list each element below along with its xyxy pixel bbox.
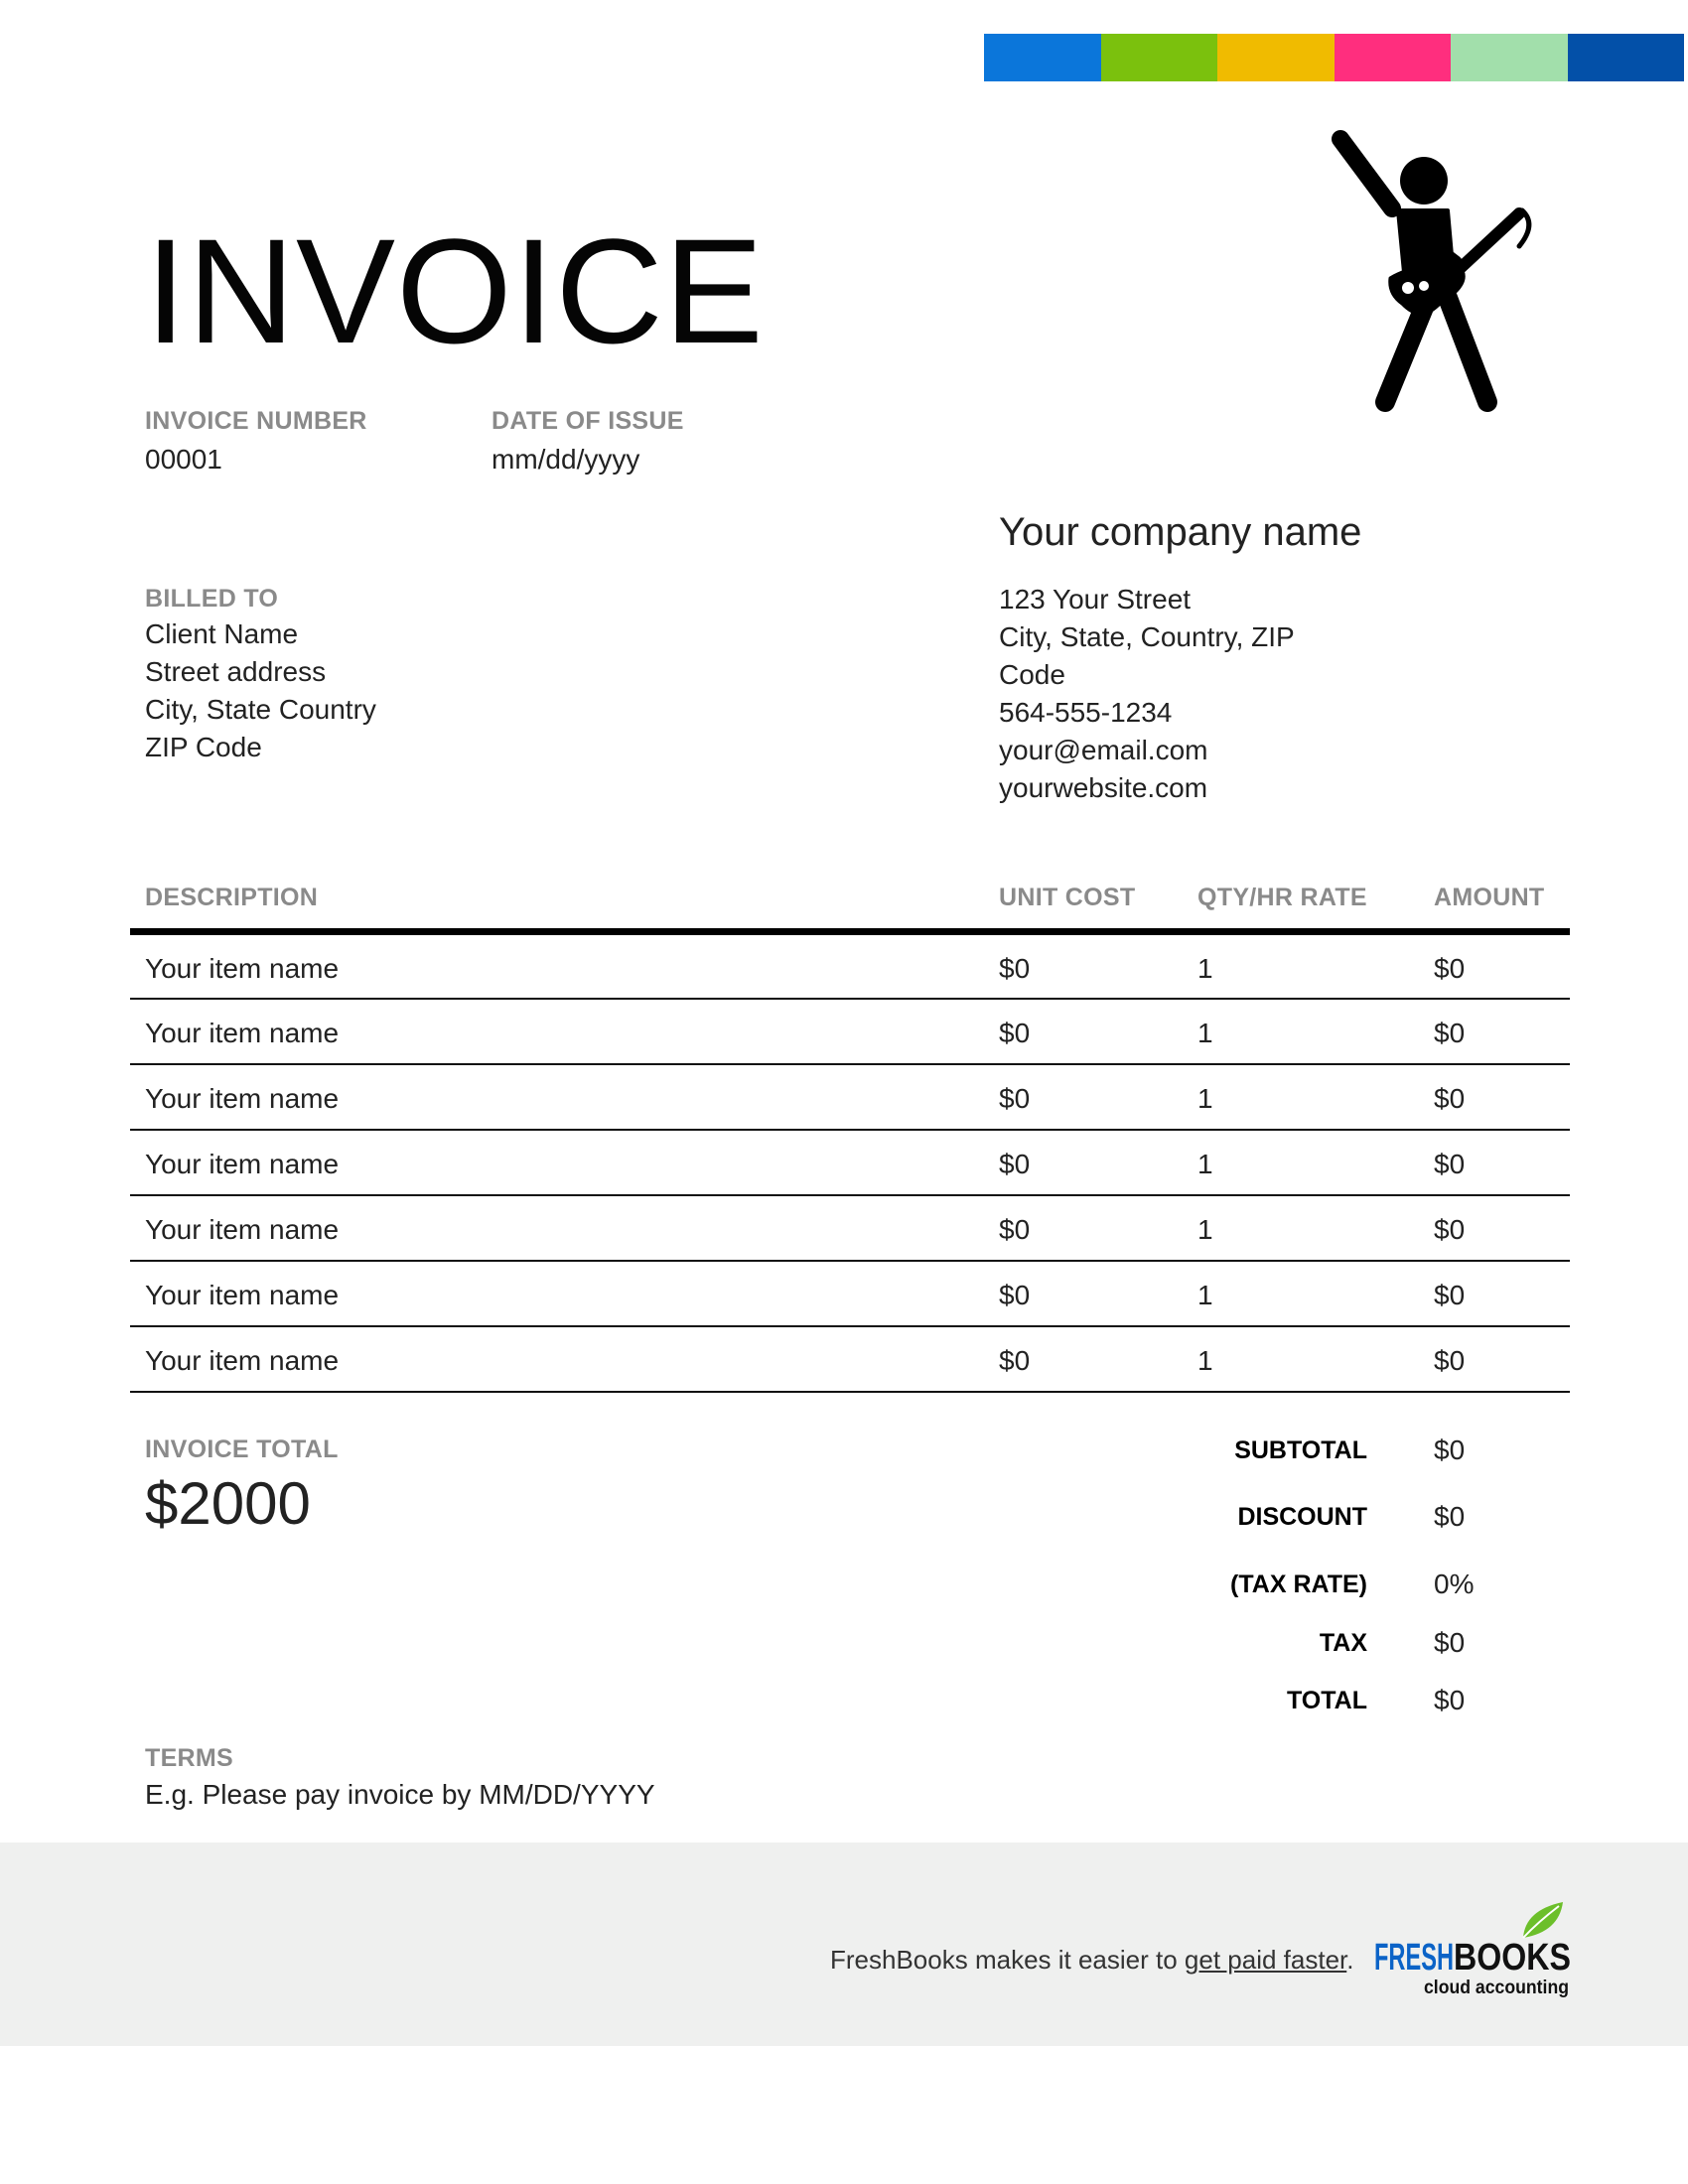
line-items	[130, 935, 1570, 1393]
table-row	[130, 1000, 1570, 1065]
footer-banner	[0, 1843, 1688, 2046]
item-unit-cost: $0	[999, 1345, 1031, 1376]
color-stripe	[984, 34, 1684, 81]
stripe-segment	[1217, 34, 1335, 81]
item-amount: $0	[1434, 953, 1466, 984]
item-qty: 1	[1197, 1345, 1213, 1376]
item-qty: 1	[1197, 953, 1213, 984]
item-unit-cost: $0	[999, 1280, 1031, 1310]
table-row	[130, 1327, 1570, 1393]
company-line: Code	[999, 659, 1065, 690]
item-amount: $0	[1434, 1149, 1466, 1179]
col-unit-cost-header: UNIT COST	[999, 884, 1136, 911]
item-description: Your item name	[145, 1280, 340, 1310]
item-unit-cost: $0	[999, 1083, 1031, 1114]
item-description: Your item name	[145, 1018, 340, 1048]
rock-guitarist-icon	[1321, 129, 1549, 417]
item-amount: $0	[1434, 1018, 1466, 1048]
date-of-issue-value: mm/dd/yyyy	[492, 444, 640, 475]
tax-value: $0	[1434, 1627, 1466, 1658]
item-amount: $0	[1434, 1345, 1466, 1376]
terms-label: TERMS	[145, 1744, 233, 1772]
invoice-number-value: 00001	[145, 444, 222, 475]
item-qty: 1	[1197, 1280, 1213, 1310]
footer-text-suffix: .	[1346, 1945, 1354, 1975]
footer-tagline	[830, 1945, 1354, 1976]
discount-label: DISCOUNT	[1237, 1503, 1367, 1531]
table-row	[130, 1196, 1570, 1262]
item-description: Your item name	[145, 1149, 340, 1179]
table-header	[130, 882, 1570, 927]
total-label: TOTAL	[1286, 1687, 1367, 1714]
item-amount: $0	[1434, 1083, 1466, 1114]
company-line: City, State, Country, ZIP	[999, 621, 1295, 652]
table-row	[130, 1262, 1570, 1327]
freshbooks-logo[interactable]	[1374, 1892, 1573, 2001]
total-value: $0	[1434, 1685, 1466, 1715]
company-name: Your company name	[999, 510, 1362, 554]
subtotal-label: SUBTOTAL	[1234, 1436, 1367, 1464]
stripe-segment	[1335, 34, 1452, 81]
item-amount: $0	[1434, 1280, 1466, 1310]
footer-text-prefix: FreshBooks makes it easier to	[830, 1945, 1185, 1975]
item-qty: 1	[1197, 1018, 1213, 1048]
item-qty: 1	[1197, 1083, 1213, 1114]
company-line: 123 Your Street	[999, 584, 1192, 614]
get-paid-faster-link[interactable]: get paid faster	[1184, 1945, 1347, 1975]
logo-wordmark-fresh: FRESH	[1374, 1937, 1454, 1979]
billed-to-address	[145, 615, 376, 766]
item-unit-cost: $0	[999, 1149, 1031, 1179]
invoice-total-amount: $2000	[145, 1470, 311, 1537]
company-line: yourwebsite.com	[999, 772, 1208, 803]
tax-label: TAX	[1319, 1629, 1367, 1657]
col-qty-header: QTY/HR RATE	[1197, 884, 1367, 911]
item-description: Your item name	[145, 1083, 340, 1114]
stripe-segment	[984, 34, 1101, 81]
logo-tagline: cloud accounting	[1424, 1978, 1569, 1998]
item-qty: 1	[1197, 1214, 1213, 1245]
invoice-number-label: INVOICE NUMBER	[145, 407, 367, 435]
company-line: 564-555-1234	[999, 697, 1173, 728]
item-description: Your item name	[145, 953, 340, 984]
item-unit-cost: $0	[999, 1018, 1031, 1048]
date-of-issue-label: DATE OF ISSUE	[492, 407, 684, 435]
freshbooks-logo-graphic	[1374, 1892, 1573, 2001]
company-line: your@email.com	[999, 735, 1208, 765]
invoice-total-label: INVOICE TOTAL	[145, 1435, 339, 1463]
col-amount-header: AMOUNT	[1434, 884, 1545, 911]
billed-to-label: BILLED TO	[145, 585, 279, 613]
discount-value: $0	[1434, 1501, 1466, 1532]
billed-to-line: City, State Country	[145, 694, 376, 725]
stripe-segment	[1568, 34, 1685, 81]
tax-rate-value: 0%	[1434, 1569, 1475, 1599]
item-unit-cost: $0	[999, 953, 1031, 984]
subtotal-value: $0	[1434, 1434, 1466, 1465]
item-description: Your item name	[145, 1214, 340, 1245]
terms-text: E.g. Please pay invoice by MM/DD/YYYY	[145, 1779, 655, 1810]
table-row	[130, 1065, 1570, 1131]
stripe-segment	[1101, 34, 1218, 81]
table-row	[130, 1131, 1570, 1196]
logo-wordmark-books: BOOKS	[1454, 1937, 1571, 1979]
item-amount: $0	[1434, 1214, 1466, 1245]
billed-to-line: Street address	[145, 656, 327, 687]
billed-to-line: Client Name	[145, 618, 299, 649]
company-address	[999, 581, 1295, 807]
col-description-header: DESCRIPTION	[145, 884, 319, 911]
billed-to-line: ZIP Code	[145, 732, 262, 762]
item-unit-cost: $0	[999, 1214, 1031, 1245]
item-description: Your item name	[145, 1345, 340, 1376]
invoice-title: INVOICE	[145, 207, 765, 374]
table-header-rule	[130, 928, 1570, 935]
stripe-segment	[1451, 34, 1568, 81]
item-qty: 1	[1197, 1149, 1213, 1179]
table-row	[130, 935, 1570, 1000]
tax-rate-label: (TAX RATE)	[1230, 1570, 1367, 1598]
